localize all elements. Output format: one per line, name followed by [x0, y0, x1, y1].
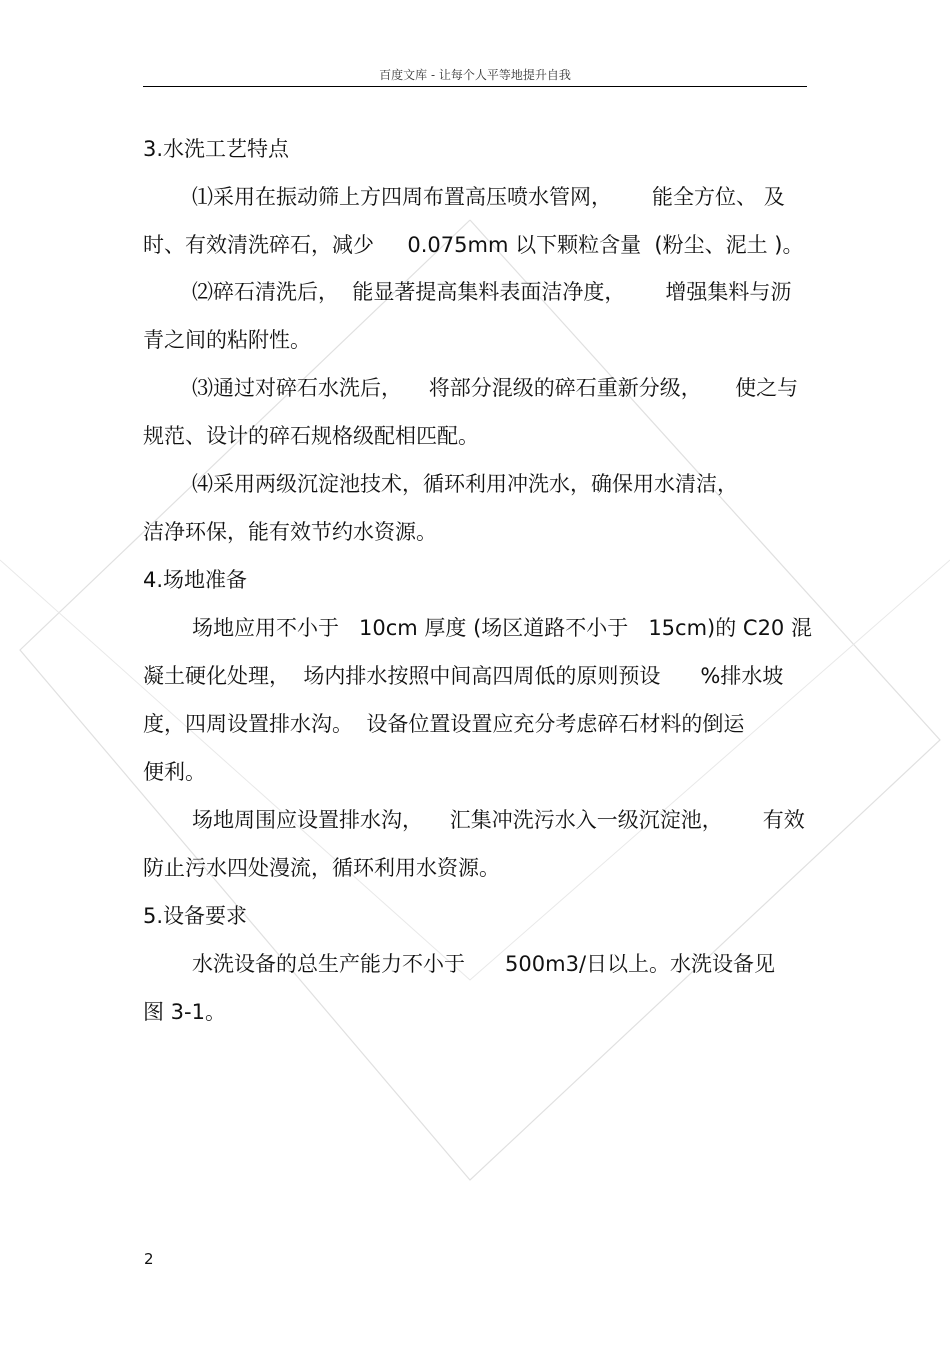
paragraph-line: ⑷采用两级沉淀池技术，循环利用冲洗水，确保用水清洁， [192, 472, 738, 496]
page-number: 2 [144, 1250, 154, 1268]
section-heading-5: 5.设备要求 [143, 904, 248, 928]
paragraph-line: ⑵碎石清洗后， 能显著提高集料表面洁净度， 增强集料与沥 [192, 280, 792, 304]
section-heading-3: 3.水洗工艺特点 [143, 137, 290, 161]
paragraph-line: 场地周围应设置排水沟， 汇集冲洗污水入一级沉淀池， 有效 [192, 808, 805, 832]
paragraph-line: 凝土硬化处理， 场内排水按照中间高四周低的原则预设 %排水坡 [143, 664, 784, 688]
paragraph-line: 水洗设备的总生产能力不小于 500m3/日以上。水洗设备见 [192, 952, 776, 976]
section-heading-4: 4.场地准备 [143, 568, 248, 592]
paragraph-line: 防止污水四处漫流，循环利用水资源。 [143, 856, 500, 880]
paragraph-line: 洁净环保，能有效节约水资源。 [143, 520, 437, 544]
paragraph-line: 时、有效清洗碎石，减少 0.075mm 以下颗粒含量 (粉尘、泥土 )。 [143, 233, 804, 257]
header-divider [143, 86, 807, 87]
paragraph-line: 青之间的粘附性。 [143, 328, 311, 352]
paragraph-line: 图 3-1。 [143, 1000, 226, 1024]
paragraph-line: ⑴采用在振动筛上方四周布置高压喷水管网， 能全方位、 及 [192, 185, 785, 209]
paragraph-line: ⑶通过对碎石水洗后， 将部分混级的碎石重新分级， 使之与 [192, 376, 799, 400]
paragraph-line: 规范、设计的碎石规格级配相匹配。 [143, 424, 479, 448]
paragraph-line: 便利。 [143, 760, 206, 784]
paragraph-line: 度，四周设置排水沟。 设备位置设置应充分考虑碎石材料的倒运 [143, 712, 745, 736]
page-header: 百度文库 - 让每个人平等地提升自我 [379, 68, 571, 82]
paragraph-line: 场地应用不小于 10cm 厚度 (场区道路不小于 15cm)的 C20 混 [192, 616, 812, 640]
